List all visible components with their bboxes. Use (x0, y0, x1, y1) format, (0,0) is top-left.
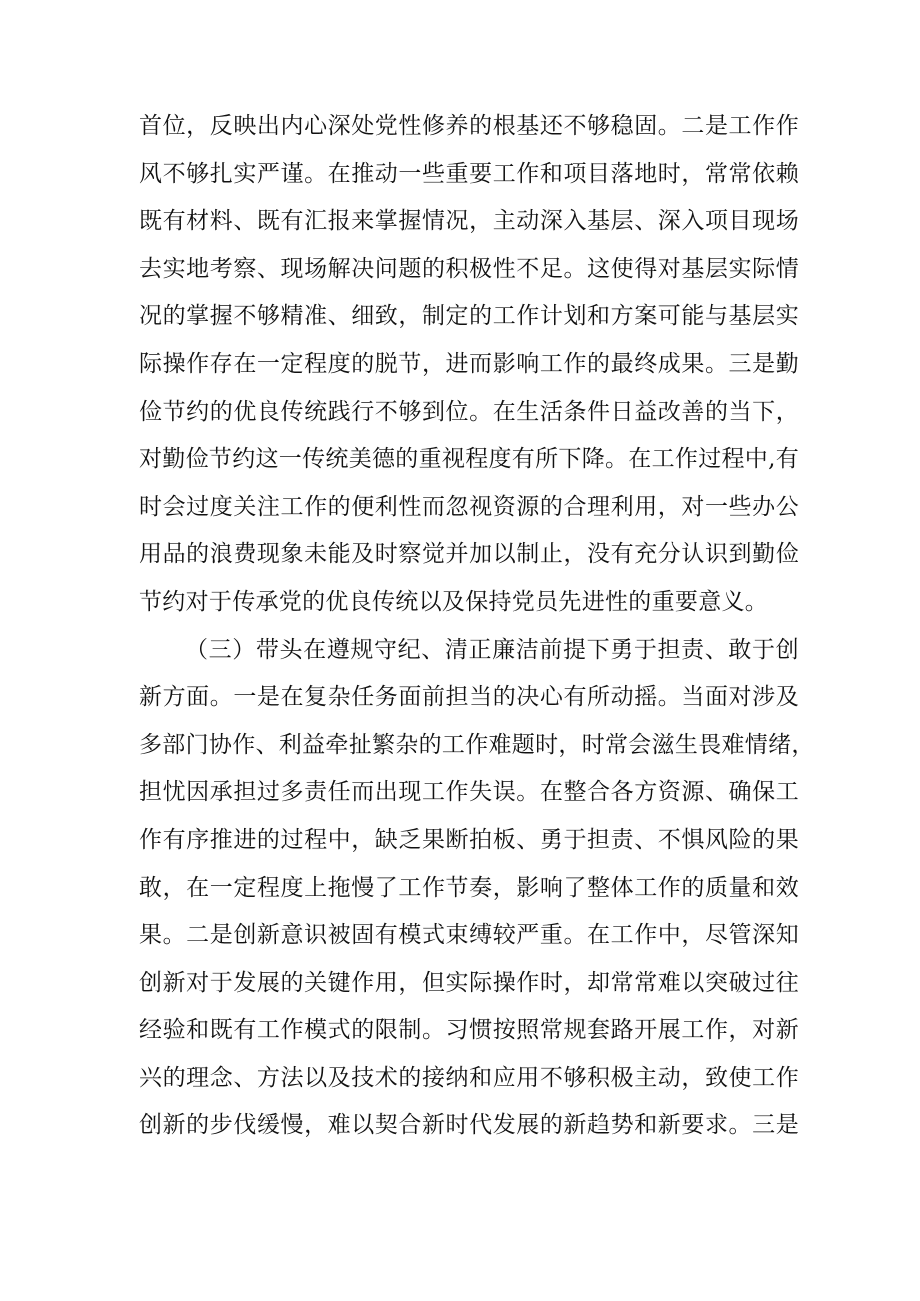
text-line: 兴的理念、方法以及技术的接纳和应用不够积极主动，致使工作 (139, 1064, 799, 1091)
text-line: 际操作存在一定程度的脱节，进而影响工作的最终成果。三是勤 (139, 350, 799, 377)
section-heading-line: （三）带头在遵规守纪、清正廉洁前提下勇于担责、敢于创 (185, 636, 799, 663)
paragraph-end-line: 节约对于传承党的优良传统以及保持党员先进性的重要意义。 (139, 588, 769, 615)
text-line: 首位，反映出内心深处党性修养的根基还不够稳固。二是工作作 (139, 113, 799, 139)
text-line: 经验和既有工作模式的限制。习惯按照常规套路开展工作，对新 (139, 1017, 799, 1044)
text-line: 多部门协作、利益牵扯繁杂的工作难题时，时常会滋生畏难情绪， (139, 731, 815, 758)
text-line: 风不够扎实严谨。在推动一些重要工作和项目落地时，常常依赖 (139, 160, 799, 187)
text-line: 时会过度关注工作的便利性而忽视资源的合理利用，对一些办公 (139, 493, 799, 520)
text-line: 况的掌握不够精准、细致，制定的工作计划和方案可能与基层实 (139, 303, 799, 330)
text-line: 用品的浪费现象未能及时察觉并加以制止，没有充分认识到勤俭 (139, 541, 799, 568)
text-line: 既有材料、既有汇报来掌握情况，主动深入基层、深入项目现场 (139, 208, 799, 235)
text-line: 新方面。一是在复杂任务面前担当的决心有所动摇。当面对涉及 (139, 684, 799, 711)
body-text (139, 103, 815, 1150)
text-line: 果。二是创新意识被固有模式束缚较严重。在工作中，尽管深知 (139, 922, 799, 949)
text-line: 创新对于发展的关键作用，但实际操作时，却常常难以突破过往 (139, 969, 799, 996)
text-line: 对勤俭节约这一传统美德的重视程度有所下降。在工作过程中,有 (139, 446, 800, 473)
text-line: 创新的步伐缓慢，难以契合新时代发展的新趋势和新要求。三是 (139, 1112, 799, 1139)
text-line: 担忧因承担过多责任而出现工作失误。在整合各方资源、确保工 (139, 779, 799, 806)
text-line: 作有序推进的过程中，缺乏果断拍板、勇于担责、不惧风险的果 (139, 826, 799, 853)
text-line: 敢，在一定程度上拖慢了工作节奏，影响了整体工作的质量和效 (139, 874, 799, 901)
text-line: 俭节约的优良传统践行不够到位。在生活条件日益改善的当下， (139, 398, 799, 425)
text-line: 去实地考察、现场解决问题的积极性不足。这使得对基层实际情 (139, 255, 799, 282)
